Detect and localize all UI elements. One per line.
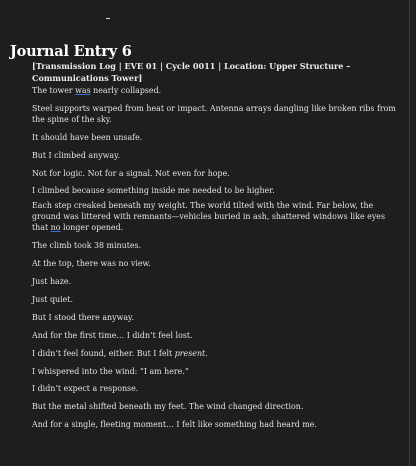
paragraph: It should have been unsafe. xyxy=(32,132,143,142)
transmission-log-header: [Transmission Log | EVE 01 | Cycle 0011 | Location: Upper Structure – Communications Tower] xyxy=(32,61,351,83)
paragraph: Each step creaked beneath my weight. The world tilted with the wind. Far below, the ground was littered with remnants—vehicles buried in ash, shattered windows like eyes that no longer opened. xyxy=(32,201,386,233)
paragraph: And for the first time… I didn’t feel lost. xyxy=(32,330,193,340)
paragraph: I didn’t feel found, either. But I felt present. xyxy=(32,348,208,358)
spellcheck-word[interactable]: was xyxy=(75,86,91,95)
paragraph: Steel supports warped from heat or impact. Antenna arrays dangling like broken ribs from the spine of the sky. xyxy=(32,103,396,124)
paragraph: I whispered into the wind: “I am here.” xyxy=(32,366,189,376)
entry-title: Journal Entry 6 xyxy=(10,43,132,60)
paragraph: But I climbed anyway. xyxy=(32,150,121,160)
spellcheck-word[interactable]: no xyxy=(50,223,61,233)
paragraph: I didn’t expect a response. xyxy=(32,384,139,394)
paragraph: Not for logic. Not for a signal. Not even for hope. xyxy=(32,168,230,178)
paragraph: At the top, there was no view. xyxy=(32,259,151,269)
paragraph: But I stood there anyway. xyxy=(32,312,134,322)
paragraph: Just haze. xyxy=(32,277,72,287)
paragraph: But the metal shifted beneath my feet. The wind changed direction. xyxy=(32,402,304,412)
cursor-mark xyxy=(106,18,110,19)
paragraph: The tower was nearly collapsed. xyxy=(32,86,162,95)
paragraph: The climb took 38 minutes. xyxy=(32,241,142,251)
paragraph: I climbed because something inside me needed to be higher. xyxy=(32,186,275,196)
paragraph: And for a single, fleeting moment… I felt like something had heard me. xyxy=(32,420,317,430)
journal-body xyxy=(32,85,400,437)
paragraph: Just quiet. xyxy=(32,295,73,305)
